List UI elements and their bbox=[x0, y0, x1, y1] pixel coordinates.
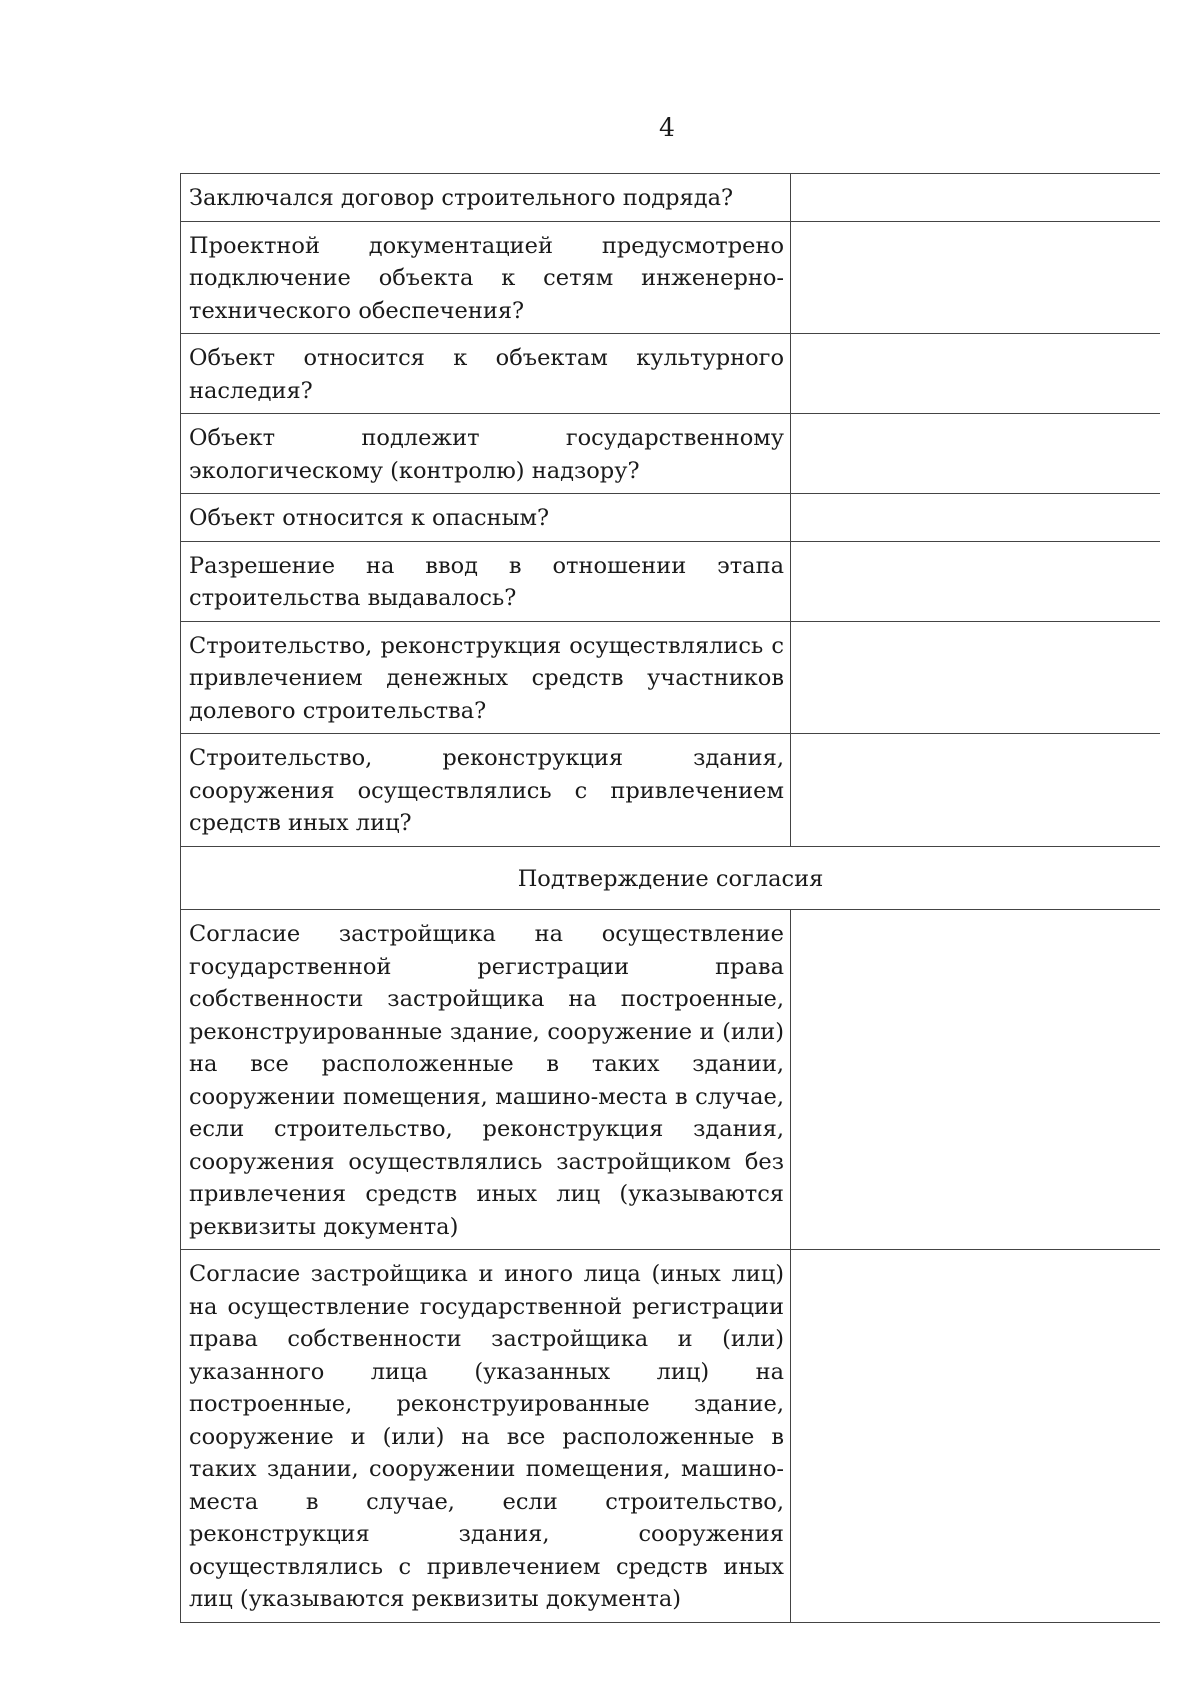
question-cell: Объект относится к опасным? bbox=[181, 494, 791, 542]
answer-cell[interactable] bbox=[791, 734, 1161, 847]
table-row bbox=[181, 174, 1161, 222]
question-cell: Объект подлежит государственному экологическому (контролю) надзору? bbox=[181, 414, 791, 494]
section-header-row bbox=[181, 846, 1161, 910]
answer-cell[interactable] bbox=[791, 541, 1161, 621]
answer-cell[interactable] bbox=[791, 221, 1161, 334]
page-number: 4 bbox=[659, 113, 675, 142]
question-cell: Заключался договор строительного подряда? bbox=[181, 174, 791, 222]
question-cell: Согласие застройщика и иного лица (иных лиц) на осуществление государственной регистрации права собственности застройщика и (или) указанного лица (указанных лиц) на построенные, реконструированные здание, сооружение и (или) на все расположенные в таких здании, сооружении помещения, машино-места в случае, если строительство, реконструкция здания, сооружения осуществлялись с привлечением средств иных лиц (указываются реквизиты документа) bbox=[181, 1250, 791, 1623]
answer-cell[interactable] bbox=[791, 414, 1161, 494]
question-cell: Согласие застройщика на осуществление государственной регистрации права собственности застройщика на построенные, реконструированные здание, сооружение и (или) на все расположенные в таких здании, сооружении помещения, машино-места в случае, если строительство, реконструкция здания, сооружения осуществлялись застройщиком без привлечения средств иных лиц (указываются реквизиты документа) bbox=[181, 910, 791, 1250]
table-row bbox=[181, 541, 1161, 621]
table-row bbox=[181, 1250, 1161, 1623]
question-cell: Строительство, реконструкция здания, сооружения осуществлялись с привлечением средств иных лиц? bbox=[181, 734, 791, 847]
table-row bbox=[181, 334, 1161, 414]
answer-cell[interactable] bbox=[791, 174, 1161, 222]
answer-cell[interactable] bbox=[791, 910, 1161, 1250]
question-cell: Проектной документацией предусмотрено подключение объекта к сетям инженерно-технического обеспечения? bbox=[181, 221, 791, 334]
table-row bbox=[181, 734, 1161, 847]
table-row bbox=[181, 414, 1161, 494]
question-cell: Строительство, реконструкция осуществлялись с привлечением денежных средств участников долевого строительства? bbox=[181, 621, 791, 734]
section-title: Подтверждение согласия bbox=[181, 846, 1161, 910]
answer-cell[interactable] bbox=[791, 494, 1161, 542]
answer-cell[interactable] bbox=[791, 1250, 1161, 1623]
questionnaire-table bbox=[180, 173, 1160, 1623]
question-cell: Разрешение на ввод в отношении этапа строительства выдавалось? bbox=[181, 541, 791, 621]
answer-cell[interactable] bbox=[791, 621, 1161, 734]
answer-cell[interactable] bbox=[791, 334, 1161, 414]
table-row bbox=[181, 221, 1161, 334]
question-cell: Объект относится к объектам культурного наследия? bbox=[181, 334, 791, 414]
table-row bbox=[181, 494, 1161, 542]
table-row bbox=[181, 621, 1161, 734]
table-row bbox=[181, 910, 1161, 1250]
